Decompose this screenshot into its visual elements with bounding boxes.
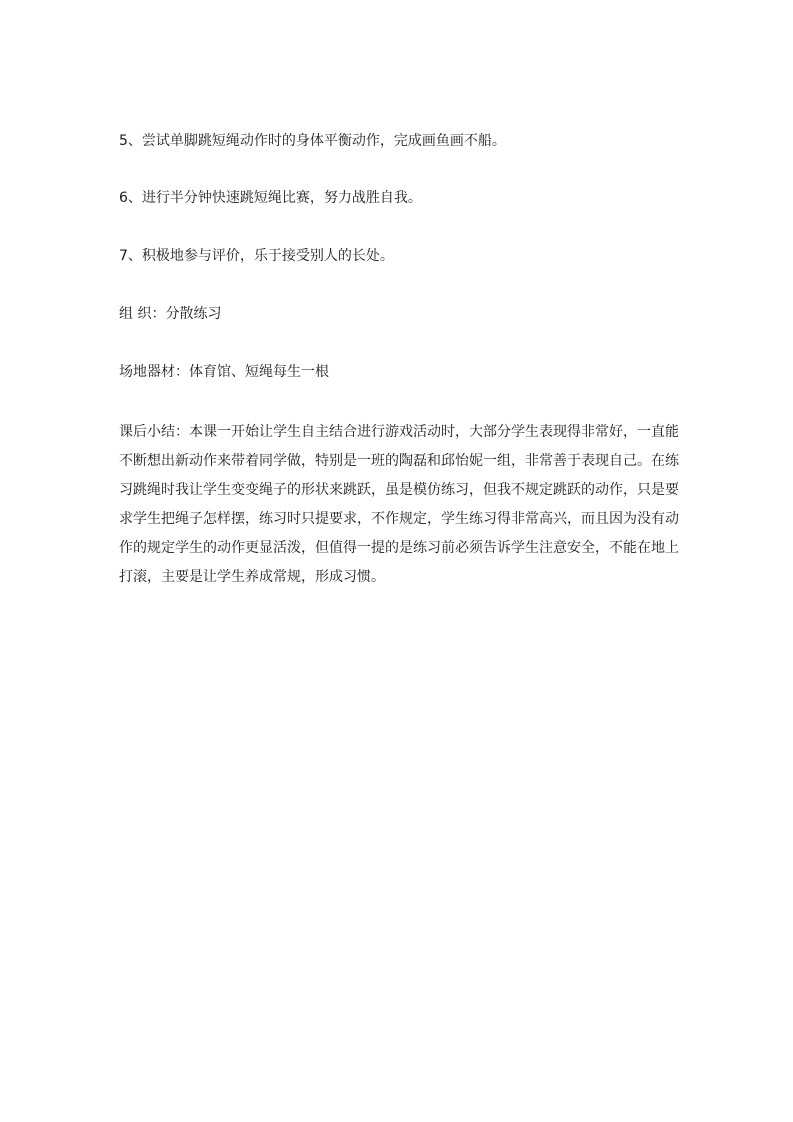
item-7-text: 7、积极地参与评价，乐于接受别人的长处。 xyxy=(119,248,394,264)
item-5-text: 5、尝试单脚跳短绳动作时的身体平衡动作，完成画鱼画不船。 xyxy=(119,133,506,149)
equipment-text: 场地器材：体育馆、短绳每生一根 xyxy=(119,364,329,380)
item-6-text: 6、进行半分钟快速跳短绳比赛，努力战胜自我。 xyxy=(119,190,422,206)
organization-text: 组 织：分散练习 xyxy=(119,306,222,322)
lesson-summary xyxy=(119,418,681,592)
summary-line: 求学生把绳子怎样摆，练习时只提要求，不作规定，学生练习得非常高兴，而且因为没有动 xyxy=(119,511,679,527)
summary-line: 课后小结：本课一开始让学生自主结合进行游戏活动时，大部分学生表现得非常好，一直能 xyxy=(119,424,679,440)
summary-line: 不断想出新动作来带着同学做，特别是一班的陶磊和邱怡妮一组，非常善于表现自己。在练 xyxy=(119,453,679,469)
summary-line: 习跳绳时我让学生变变绳子的形状来跳跃，虽是模仿练习，但我不规定跳跃的动作，只是要 xyxy=(119,482,679,498)
summary-line: 打滚，主要是让学生养成常规，形成习惯。 xyxy=(119,569,385,585)
summary-line: 作的规定学生的动作更显活泼，但值得一提的是练习前必须告诉学生注意安全，不能在地上 xyxy=(119,540,679,556)
